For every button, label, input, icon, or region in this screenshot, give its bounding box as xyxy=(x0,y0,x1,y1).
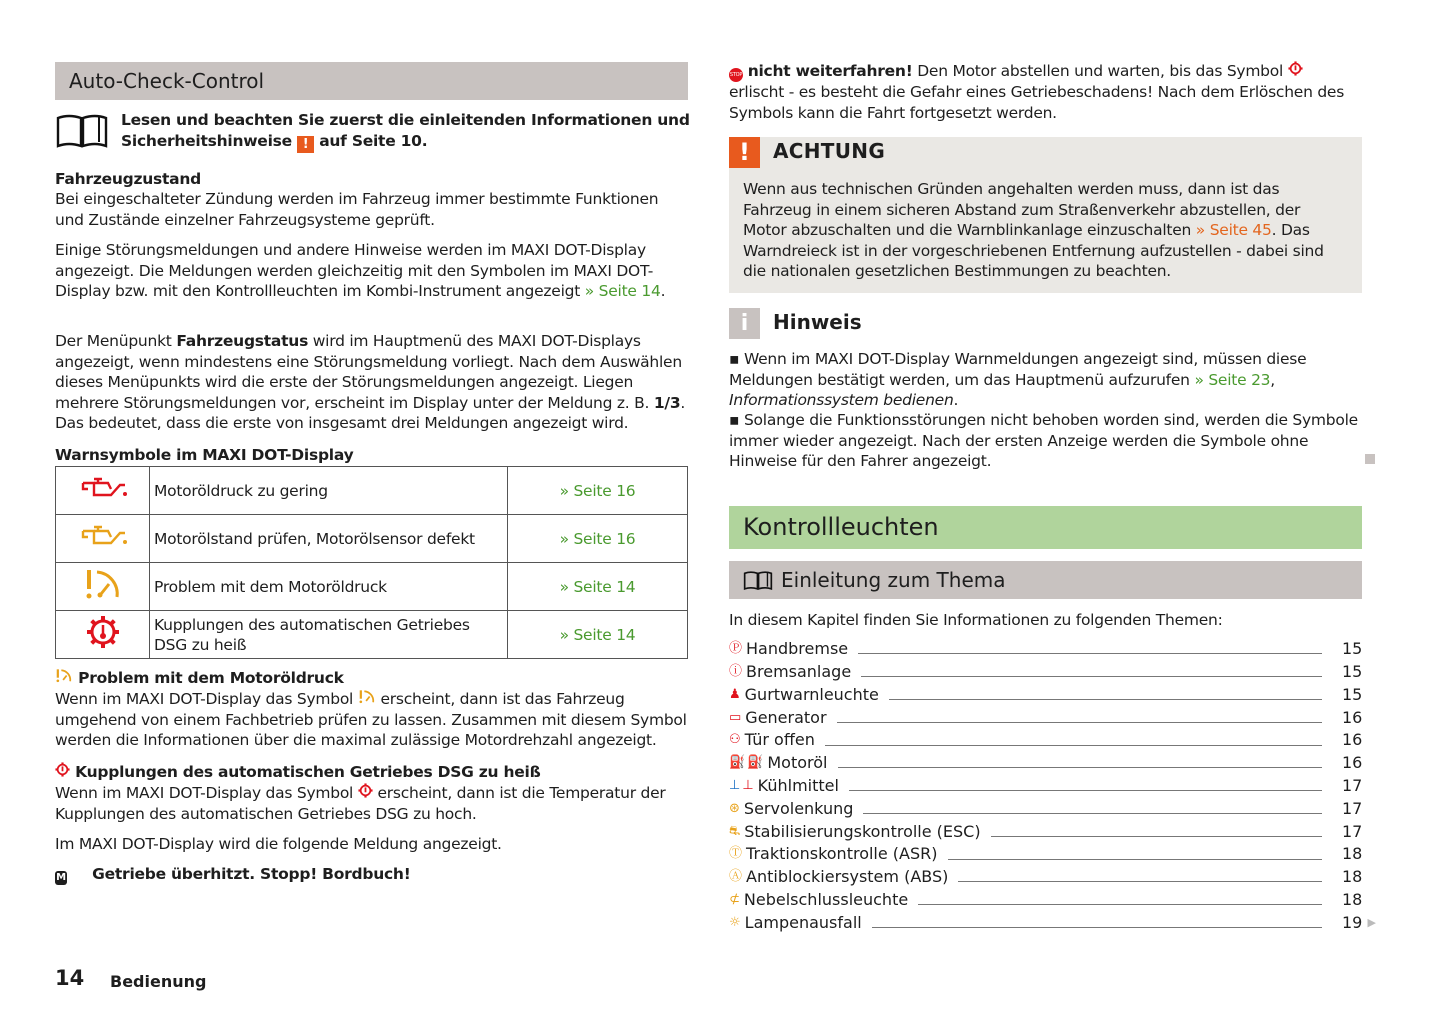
fahrzeugzustand-heading: Fahrzeugzustand xyxy=(55,170,202,188)
subsection-header xyxy=(729,561,1362,599)
toc-page-number: 15 xyxy=(1342,661,1363,681)
toc-item[interactable] xyxy=(729,798,1362,821)
toc-item[interactable] xyxy=(729,912,1376,935)
note-title: Hinweis xyxy=(773,310,862,334)
toc-leader xyxy=(991,827,1322,837)
toc-item[interactable] xyxy=(729,889,1362,912)
oil-pressure-gauge-warning-icon xyxy=(358,689,376,704)
page-link[interactable]: » Seite 16 xyxy=(508,467,688,515)
toc-item[interactable] xyxy=(729,729,1362,752)
toc-label: Servolenkung xyxy=(743,798,854,818)
toc-item[interactable] xyxy=(729,820,1362,843)
note-item-2: ▪ Solange die Funktionsstörungen nicht behoben worden sind, werden die Symbole immer wieder angezeigt. Nach der ersten Anzeige werden die Symbole ohne Hinweise für den Fahrer angezeigt. xyxy=(729,411,1358,470)
gearbox-temperature-icon xyxy=(1288,61,1303,76)
door-open-icon: ⚇ xyxy=(729,732,741,748)
table-row: Problem mit dem Motoröldruck » Seite 14 xyxy=(56,563,688,611)
kupplung-text: Wenn im MAXI DOT-Display das Symbol erscheint, dann ist die Temperatur der Kupplungen des automatischen Getriebes DSG zu hoch. xyxy=(55,784,666,823)
oil-level-yellow-icon xyxy=(78,523,128,549)
toc-leader xyxy=(861,667,1322,677)
toc-leader xyxy=(958,872,1322,882)
kupplung-heading: Kupplungen des automatischen Getriebes DSG zu heiß xyxy=(55,762,688,783)
toc-label: Generator xyxy=(745,707,827,727)
toc-item[interactable] xyxy=(729,866,1362,889)
coolant-red-icon: ⊥ xyxy=(742,777,754,793)
toc-item[interactable] xyxy=(729,775,1362,798)
page-link[interactable]: » Seite 14 xyxy=(584,282,661,300)
table-row: Kupplungen des automatischen Getriebes DSG zu heiß » Seite 14 xyxy=(56,611,688,659)
toc-label: Traktionskontrolle (ASR) xyxy=(746,844,938,864)
toc-label: Gurtwarnleuchte xyxy=(744,684,879,704)
info-icon: i xyxy=(729,308,760,339)
chapter-header xyxy=(729,506,1362,549)
stop-paragraph: STOP nicht weiterfahren! Den Motor abstellen und warten, bis das Symbol erlischt - es besteht die Gefahr eines Getriebeschadens! Nach dem Erlöschen des Symbols kann die Fahrt fortgesetzt werden. xyxy=(729,62,1345,122)
toc-label: Bremsanlage xyxy=(746,661,852,681)
toc-page-number: 16 xyxy=(1342,707,1363,727)
toc-label: Antiblockiersystem (ABS) xyxy=(746,867,949,887)
bullet-icon: ▪ xyxy=(729,350,740,368)
warning-icon: ! xyxy=(297,136,314,153)
toc-leader xyxy=(858,644,1322,654)
next-page-arrow-icon: ▶ xyxy=(1367,915,1376,929)
oil-pressure-red-icon xyxy=(78,475,128,501)
stop-icon: STOP xyxy=(729,68,743,82)
warning-text: Wenn aus technischen Gründen angehalten werden muss, dann ist das Fahrzeug in einem sicheren Abstand zum Straßenverkehr abzustellen, der Motor abzuschalten und die Warnblinkanlage einzuschalten » Seite 45. Das Warndreieck ist in der vorgeschriebenen Entfernung aufzustellen - dabei sind die nationalen gesetzlichen Bestimmungen zu beachten. xyxy=(743,180,1324,280)
handbrake-icon: Ⓟ xyxy=(729,641,743,657)
page-link[interactable]: » Seite 14 xyxy=(508,563,688,611)
section-title: Auto-Check-Control xyxy=(69,68,265,93)
gearbox-temperature-icon xyxy=(55,762,70,777)
chapter-title: Kontrollleuchten xyxy=(743,513,939,542)
brake-system-icon: ⓘ xyxy=(729,663,743,679)
table-heading: Warnsymbole im MAXI DOT-Display xyxy=(55,446,354,464)
kupplung-para-2: Im MAXI DOT-Display wird die folgende Meldung angezeigt. xyxy=(55,835,502,853)
esc-icon: ⛐ xyxy=(729,823,741,839)
toc-page-number: 18 xyxy=(1342,867,1363,887)
toc-label: Motoröl xyxy=(767,753,828,773)
toc-leader xyxy=(838,758,1323,768)
toc-page-number: 17 xyxy=(1342,821,1363,841)
toc-leader xyxy=(889,690,1322,700)
toc-page-number: 16 xyxy=(1342,753,1363,773)
toc-item[interactable] xyxy=(729,661,1362,684)
toc-leader xyxy=(849,781,1322,791)
oil-yellow-icon: ⛽ xyxy=(747,755,764,771)
toc-page-number: 18 xyxy=(1342,844,1363,864)
problem-heading: Problem mit dem Motoröldruck xyxy=(55,668,688,689)
toc-page-number: 19 xyxy=(1342,912,1363,932)
note-item-1: ▪ Wenn im MAXI DOT-Display Warnmeldungen angezeigt sind, müssen diese Meldungen bestätigt werden, um das Hauptmenü aufzurufen » Seite 23, Informationssystem bedienen. xyxy=(729,350,1307,409)
toc-item[interactable] xyxy=(729,684,1362,707)
fahrzeugzustand-para-3: Der Menüpunkt Fahrzeugstatus wird im Hauptmenü des MAXI DOT-Displays angezeigt, wenn mindestens eine Störungsmeldung vorliegt. Nach dem Auswählen dieses Menüpunkts wird die erste der Störungsmeldungen angezeigt. Liegen mehrere Störungsmeldungen vor, erscheint im Display unter der Meldung z. B. 1/3. Das bedeutet, dass die erste von insgesamt drei Meldungen angezeigt wird. xyxy=(55,332,686,432)
rear-fog-light-icon: ⊄ xyxy=(729,891,740,907)
maxi-dot-icon: M xyxy=(56,872,66,883)
subsection-title: Einleitung zum Thema xyxy=(781,567,1006,592)
coolant-blue-icon: ⊥ xyxy=(729,777,741,793)
toc-page-number: 18 xyxy=(1342,889,1363,909)
toc-page-number: 17 xyxy=(1342,798,1363,818)
intro-note xyxy=(55,110,688,154)
toc-page-number: 17 xyxy=(1342,775,1363,795)
warning-title: ACHTUNG xyxy=(773,139,886,163)
toc-label: Nebelschlussleuchte xyxy=(743,889,909,909)
abs-icon: Ⓐ xyxy=(729,869,743,885)
battery-icon: ▭ xyxy=(729,709,742,725)
toc-label: Handbremse xyxy=(746,639,849,659)
page-link[interactable]: » Seite 23 xyxy=(1194,370,1271,389)
seatbelt-icon: ♟ xyxy=(729,686,741,702)
table-row: Motorölstand prüfen, Motorölsensor defekt » Seite 16 xyxy=(56,515,688,563)
section-end-marker xyxy=(1365,454,1375,464)
toc-page-number: 15 xyxy=(1342,684,1363,704)
toc-leader xyxy=(825,736,1322,746)
table-row: Motoröldruck zu gering » Seite 16 xyxy=(56,467,688,515)
table-of-contents xyxy=(729,638,1376,934)
toc-item[interactable] xyxy=(729,752,1362,775)
toc-label: Tür offen xyxy=(744,730,815,750)
page-link[interactable]: » Seite 16 xyxy=(508,515,688,563)
toc-item[interactable] xyxy=(729,638,1362,661)
toc-leader xyxy=(872,918,1322,928)
oil-pressure-gauge-warning-icon xyxy=(55,668,73,683)
toc-leader xyxy=(837,713,1322,723)
toc-page-number: 15 xyxy=(1342,639,1363,659)
fahrzeugzustand-para-1: Bei eingeschalteter Zündung werden im Fahrzeug immer bestimmte Funktionen und Zustände einzelner Fahrzeugsysteme geprüft. xyxy=(55,190,659,229)
toc-item[interactable] xyxy=(729,706,1362,729)
warning-symbols-table xyxy=(55,466,688,659)
toc-label: Lampenausfall xyxy=(744,912,862,932)
toc-label: Stabilisierungskontrolle (ESC) xyxy=(744,821,981,841)
bullet-icon: ▪ xyxy=(729,411,740,429)
toc-leader xyxy=(863,804,1322,814)
bulb-failure-icon: ☼ xyxy=(729,914,741,930)
warning-box xyxy=(729,137,1362,293)
oil-pressure-gauge-warning-icon xyxy=(83,567,123,601)
book-icon xyxy=(743,570,773,590)
intro-text: Lesen und beachten Sie zuerst die einleitenden Informationen und Sicherheitshinweise ! auf Seite 10. xyxy=(121,111,690,152)
footer-section: Bedienung xyxy=(110,972,207,991)
fahrzeugzustand-para-2: Einige Störungsmeldungen und andere Hinweise werden im MAXI DOT-Display angezeigt. Die Meldungen werden gleichzeitig mit den Symbolen im MAXI DOT-Display bzw. mit den Kontrollleuchten im Kombi-Instrument angezeigt » Seite 14. xyxy=(55,241,666,300)
toc-label: Kühlmittel xyxy=(757,775,839,795)
traction-control-icon: Ⓣ xyxy=(729,846,743,862)
toc-page-number: 16 xyxy=(1342,730,1363,750)
page-number: 14 xyxy=(55,966,85,990)
power-steering-icon: ⊛ xyxy=(729,800,740,816)
toc-leader xyxy=(948,850,1322,860)
page-link[interactable]: » Seite 14 xyxy=(508,611,688,659)
oil-red-icon: ⛽ xyxy=(729,755,746,771)
gearbox-temperature-icon xyxy=(358,783,373,798)
section-header xyxy=(55,62,688,100)
warning-icon: ! xyxy=(729,137,760,168)
toc-intro: In diesem Kapitel finden Sie Informationen zu folgenden Themen: xyxy=(729,611,1223,629)
book-icon xyxy=(55,112,109,148)
toc-item[interactable] xyxy=(729,843,1362,866)
gearbox-temperature-icon xyxy=(86,615,120,649)
toc-leader xyxy=(918,895,1322,905)
page-link[interactable]: » Seite 45 xyxy=(1195,221,1272,239)
display-message: M Getriebe überhitzt. Stopp! Bordbuch! xyxy=(56,865,411,883)
problem-text: Wenn im MAXI DOT-Display das Symbol erscheint, dann ist das Fahrzeug umgehend von einem Fachbetrieb prüfen zu lassen. Zusammen mit diesem Symbol werden die Informationen über die maximal zulässige Motordrehzahl angezeigt. xyxy=(55,690,687,749)
